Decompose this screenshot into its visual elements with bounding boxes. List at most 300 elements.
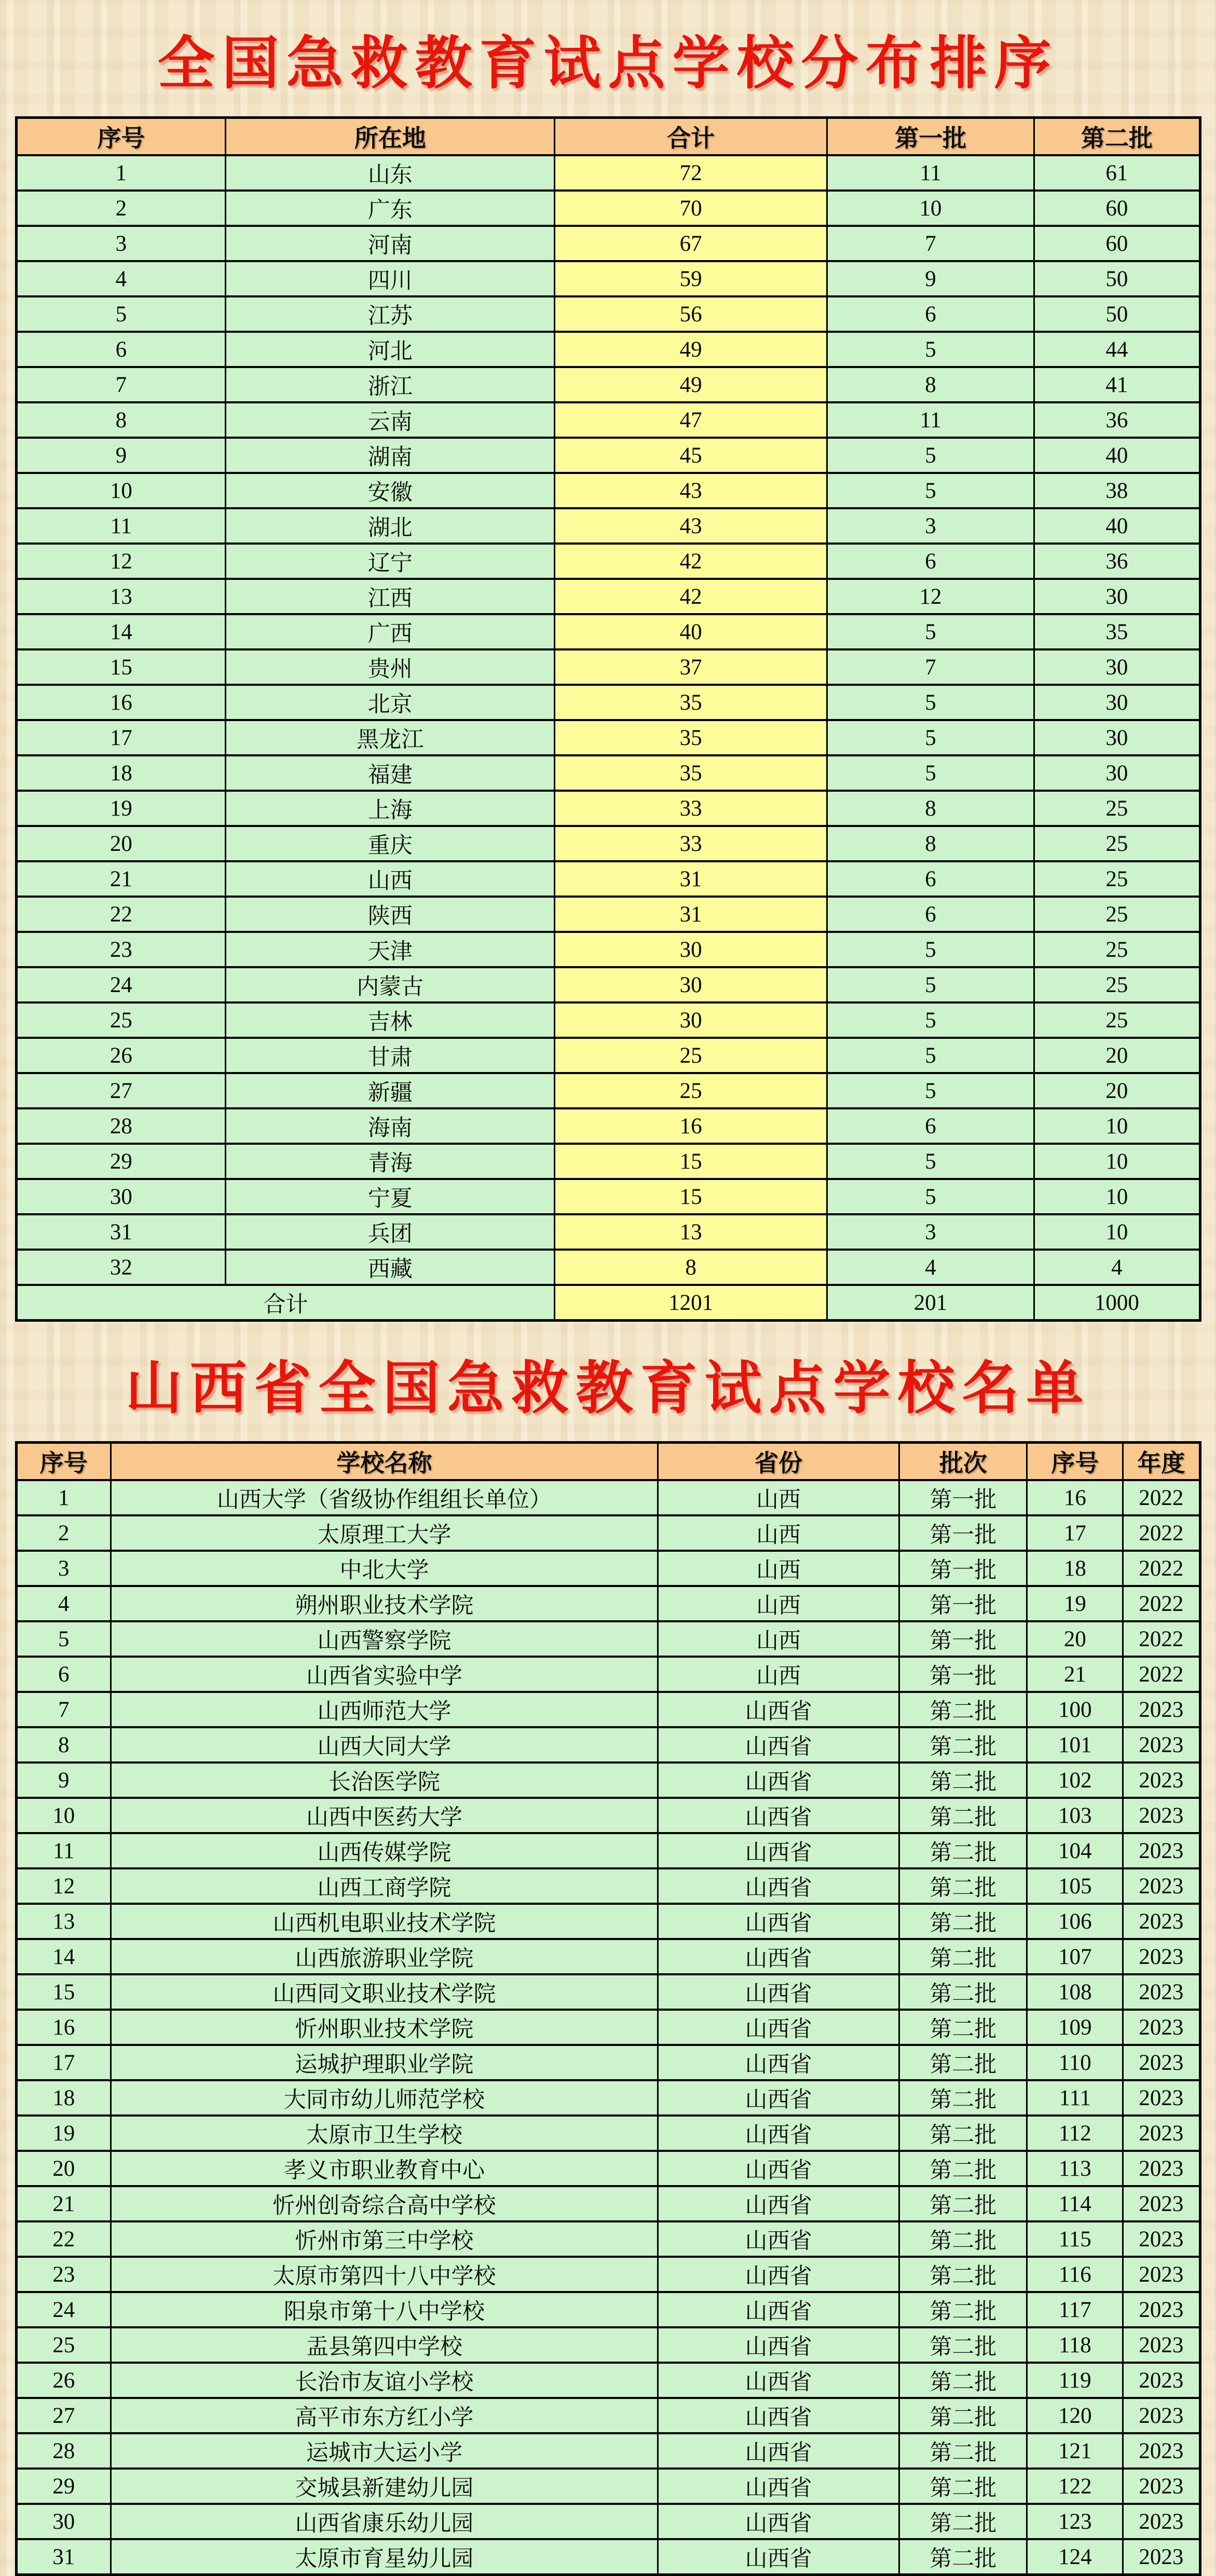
rank-cell: 13	[16, 579, 226, 614]
batch2-cell: 36	[1034, 402, 1200, 438]
province-cell: 山西	[658, 1657, 899, 1692]
rank-cell: 17	[16, 720, 226, 755]
province-cell: 山西省	[658, 1939, 899, 1974]
table-row	[16, 579, 1200, 614]
location-cell: 陕西	[226, 897, 555, 932]
batch-cell: 第一批	[899, 1586, 1027, 1621]
batch1-cell: 8	[827, 826, 1034, 861]
total-cell: 15	[555, 1144, 827, 1179]
total-batch2-cell: 1000	[1034, 1285, 1200, 1321]
location-cell: 贵州	[226, 649, 555, 685]
rank-cell: 29	[16, 1144, 226, 1179]
total-cell: 13	[555, 1214, 827, 1250]
table-row	[16, 508, 1200, 544]
batch-cell: 第二批	[899, 2292, 1027, 2327]
rank-cell: 3	[16, 226, 226, 261]
location-cell: 广东	[226, 191, 555, 226]
number-cell: 121	[1027, 2433, 1123, 2469]
batch1-cell: 6	[827, 1108, 1034, 1144]
rank-cell: 8	[16, 402, 226, 438]
number-cell: 118	[1027, 2327, 1123, 2363]
school-name-cell: 山西工商学院	[111, 1868, 658, 1904]
table-row	[16, 2186, 1200, 2221]
batch-cell: 第一批	[899, 1621, 1027, 1657]
school-name-cell: 中北大学	[111, 1551, 658, 1586]
batch-cell: 第二批	[899, 1692, 1027, 1727]
batch1-cell: 5	[827, 1038, 1034, 1073]
table-row	[16, 685, 1200, 720]
rank-cell: 7	[16, 367, 226, 402]
year-cell: 2023	[1123, 2151, 1200, 2186]
batch1-cell: 5	[827, 755, 1034, 791]
seq-cell: 30	[16, 2504, 111, 2539]
school-name-cell: 山西警察学院	[111, 1621, 658, 1657]
table-row	[16, 649, 1200, 685]
batch2-cell: 25	[1034, 897, 1200, 932]
total-cell: 30	[555, 1002, 827, 1038]
location-cell: 黑龙江	[226, 720, 555, 755]
rank-cell: 18	[16, 755, 226, 791]
seq-cell: 28	[16, 2433, 111, 2469]
location-cell: 浙江	[226, 367, 555, 402]
rank-cell: 30	[16, 1179, 226, 1214]
batch-cell: 第二批	[899, 2080, 1027, 2116]
number-cell: 103	[1027, 1798, 1123, 1833]
province-cell: 山西	[658, 1586, 899, 1621]
year-cell: 2023	[1123, 2469, 1200, 2504]
batch2-cell: 25	[1034, 826, 1200, 861]
batch2-cell: 10	[1034, 1108, 1200, 1144]
distribution-table-body	[16, 155, 1200, 1285]
batch1-cell: 10	[827, 191, 1034, 226]
batch1-cell: 11	[827, 402, 1034, 438]
table-row	[16, 2504, 1200, 2539]
number-cell: 108	[1027, 1974, 1123, 2010]
location-cell: 新疆	[226, 1073, 555, 1108]
location-cell: 湖南	[226, 438, 555, 473]
school-name-cell: 太原理工大学	[111, 1515, 658, 1551]
seq-cell: 16	[16, 2010, 111, 2045]
batch1-cell: 4	[827, 1250, 1034, 1285]
rank-cell: 32	[16, 1250, 226, 1285]
table-row	[16, 296, 1200, 332]
table-row	[16, 826, 1200, 861]
batch-cell: 第二批	[899, 1727, 1027, 1762]
rank-cell: 25	[16, 1002, 226, 1038]
number-cell: 123	[1027, 2504, 1123, 2539]
location-cell: 江西	[226, 579, 555, 614]
seq-cell: 24	[16, 2292, 111, 2327]
table-row	[16, 2010, 1200, 2045]
total-cell: 49	[555, 332, 827, 367]
total-cell: 30	[555, 967, 827, 1002]
batch1-cell: 12	[827, 579, 1034, 614]
total-label-cell: 合计	[16, 1285, 555, 1321]
header-year: 年度	[1123, 1443, 1200, 1481]
school-name-cell: 高平市东方红小学	[111, 2398, 658, 2433]
year-cell: 2023	[1123, 1798, 1200, 1833]
total-cell: 31	[555, 861, 827, 897]
table-row	[16, 2221, 1200, 2257]
batch2-cell: 40	[1034, 438, 1200, 473]
table-row	[16, 2080, 1200, 2116]
location-cell: 青海	[226, 1144, 555, 1179]
seq-cell: 22	[16, 2221, 111, 2257]
total-batch1-cell: 201	[827, 1285, 1034, 1321]
number-cell: 18	[1027, 1551, 1123, 1586]
total-cell: 59	[555, 261, 827, 296]
total-cell: 35	[555, 755, 827, 791]
batch2-cell: 10	[1034, 1179, 1200, 1214]
province-cell: 山西省	[658, 2363, 899, 2398]
table-row	[16, 614, 1200, 649]
table-row	[16, 1692, 1200, 1727]
location-cell: 江苏	[226, 296, 555, 332]
location-cell: 海南	[226, 1108, 555, 1144]
school-name-cell: 大同市幼儿师范学校	[111, 2080, 658, 2116]
number-cell: 21	[1027, 1657, 1123, 1692]
year-cell: 2022	[1123, 1551, 1200, 1586]
batch2-cell: 30	[1034, 649, 1200, 685]
batch1-cell: 11	[827, 155, 1034, 191]
school-name-cell: 长治医学院	[111, 1762, 658, 1798]
year-cell: 2023	[1123, 2257, 1200, 2292]
total-cell: 43	[555, 508, 827, 544]
seq-cell: 4	[16, 1586, 111, 1621]
table-row	[16, 1868, 1200, 1904]
location-cell: 辽宁	[226, 544, 555, 579]
header-batch: 批次	[899, 1443, 1027, 1481]
province-cell: 山西省	[658, 2504, 899, 2539]
province-cell: 山西省	[658, 1798, 899, 1833]
batch2-cell: 30	[1034, 755, 1200, 791]
number-cell: 119	[1027, 2363, 1123, 2398]
location-cell: 湖北	[226, 508, 555, 544]
number-cell: 16	[1027, 1480, 1123, 1515]
table-row	[16, 226, 1200, 261]
location-cell: 山东	[226, 155, 555, 191]
batch-cell: 第二批	[899, 2257, 1027, 2292]
table-row	[16, 1250, 1200, 1285]
table-row	[16, 861, 1200, 897]
school-name-cell: 太原市育星幼儿园	[111, 2539, 658, 2575]
location-cell: 云南	[226, 402, 555, 438]
seq-cell: 31	[16, 2539, 111, 2575]
seq-cell: 11	[16, 1833, 111, 1868]
seq-cell: 5	[16, 1621, 111, 1657]
batch-cell: 第二批	[899, 1833, 1027, 1868]
table-row	[16, 544, 1200, 579]
school-name-cell: 山西大同大学	[111, 1727, 658, 1762]
year-cell: 2023	[1123, 2504, 1200, 2539]
batch2-cell: 25	[1034, 967, 1200, 1002]
seq-cell: 8	[16, 1727, 111, 1762]
province-cell: 山西省	[658, 2080, 899, 2116]
table-row	[16, 1002, 1200, 1038]
table-row	[16, 367, 1200, 402]
rank-cell: 1	[16, 155, 226, 191]
number-cell: 112	[1027, 2116, 1123, 2151]
seq-cell: 19	[16, 2116, 111, 2151]
table-row	[16, 1833, 1200, 1868]
batch1-cell: 9	[827, 261, 1034, 296]
batch2-cell: 25	[1034, 791, 1200, 826]
seq-cell: 15	[16, 1974, 111, 2010]
rank-cell: 2	[16, 191, 226, 226]
batch1-cell: 3	[827, 1214, 1034, 1250]
batch1-cell: 5	[827, 473, 1034, 508]
number-cell: 102	[1027, 1762, 1123, 1798]
batch2-cell: 20	[1034, 1038, 1200, 1073]
seq-cell: 18	[16, 2080, 111, 2116]
total-cell: 35	[555, 720, 827, 755]
rank-cell: 12	[16, 544, 226, 579]
school-name-cell: 太原市第四十八中学校	[111, 2257, 658, 2292]
batch1-cell: 7	[827, 226, 1034, 261]
rank-cell: 5	[16, 296, 226, 332]
year-cell: 2023	[1123, 2010, 1200, 2045]
seq-cell: 20	[16, 2151, 111, 2186]
table-row	[16, 1762, 1200, 1798]
number-cell: 20	[1027, 1621, 1123, 1657]
school-name-cell: 忻州市第三中学校	[111, 2221, 658, 2257]
rank-cell: 11	[16, 508, 226, 544]
total-cell: 45	[555, 438, 827, 473]
batch-cell: 第二批	[899, 2327, 1027, 2363]
seq-cell: 9	[16, 1762, 111, 1798]
number-cell: 100	[1027, 1692, 1123, 1727]
rank-cell: 16	[16, 685, 226, 720]
table-row	[16, 2363, 1200, 2398]
table-row	[16, 332, 1200, 367]
year-cell: 2023	[1123, 2116, 1200, 2151]
school-name-cell: 山西旅游职业学院	[111, 1939, 658, 1974]
table-row	[16, 1974, 1200, 2010]
table-row	[16, 2398, 1200, 2433]
batch2-cell: 40	[1034, 508, 1200, 544]
batch1-cell: 6	[827, 544, 1034, 579]
batch-cell: 第二批	[899, 1762, 1027, 1798]
province-cell: 山西	[658, 1515, 899, 1551]
total-cell: 43	[555, 473, 827, 508]
batch-cell: 第一批	[899, 1657, 1027, 1692]
table-row	[16, 261, 1200, 296]
table-row	[16, 967, 1200, 1002]
batch2-cell: 20	[1034, 1073, 1200, 1108]
province-cell: 山西省	[658, 2186, 899, 2221]
number-cell: 114	[1027, 2186, 1123, 2221]
rank-cell: 15	[16, 649, 226, 685]
batch2-cell: 4	[1034, 1250, 1200, 1285]
province-cell: 山西	[658, 1551, 899, 1586]
table-row	[16, 1179, 1200, 1214]
province-cell: 山西省	[658, 1692, 899, 1727]
table-row	[16, 1144, 1200, 1179]
batch2-cell: 41	[1034, 367, 1200, 402]
number-cell: 110	[1027, 2045, 1123, 2080]
batch-cell: 第二批	[899, 2010, 1027, 2045]
number-cell: 122	[1027, 2469, 1123, 2504]
seq-cell: 14	[16, 1939, 111, 1974]
school-name-cell: 山西同文职业技术学院	[111, 1974, 658, 2010]
province-cell: 山西省	[658, 2010, 899, 2045]
total-cell: 35	[555, 685, 827, 720]
batch1-cell: 5	[827, 1179, 1034, 1214]
batch1-cell: 5	[827, 1073, 1034, 1108]
table-row	[16, 2257, 1200, 2292]
year-cell: 2023	[1123, 1974, 1200, 2010]
number-cell: 106	[1027, 1904, 1123, 1939]
location-cell: 北京	[226, 685, 555, 720]
school-name-cell: 运城市大运小学	[111, 2433, 658, 2469]
table-row	[16, 2045, 1200, 2080]
school-name-cell: 朔州职业技术学院	[111, 1586, 658, 1621]
batch2-cell: 35	[1034, 614, 1200, 649]
location-cell: 宁夏	[226, 1179, 555, 1214]
province-cell: 山西省	[658, 2221, 899, 2257]
table-row	[16, 1515, 1200, 1551]
table-row	[16, 897, 1200, 932]
rank-cell: 14	[16, 614, 226, 649]
batch-cell: 第二批	[899, 1939, 1027, 1974]
location-cell: 兵团	[226, 1214, 555, 1250]
total-cell: 8	[555, 1250, 827, 1285]
batch2-cell: 10	[1034, 1144, 1200, 1179]
batch1-cell: 5	[827, 438, 1034, 473]
batch2-cell: 50	[1034, 261, 1200, 296]
year-cell: 2023	[1123, 2221, 1200, 2257]
batch2-cell: 30	[1034, 579, 1200, 614]
table-row	[16, 1073, 1200, 1108]
table-row	[16, 155, 1200, 191]
location-cell: 安徽	[226, 473, 555, 508]
year-cell: 2023	[1123, 1868, 1200, 1904]
batch-cell: 第二批	[899, 1904, 1027, 1939]
batch-cell: 第二批	[899, 1974, 1027, 2010]
batch1-cell: 5	[827, 685, 1034, 720]
rank-cell: 9	[16, 438, 226, 473]
province-cell: 山西省	[658, 2257, 899, 2292]
number-cell: 117	[1027, 2292, 1123, 2327]
batch2-cell: 25	[1034, 932, 1200, 967]
school-name-cell: 忻州创奇综合高中学校	[111, 2186, 658, 2221]
province-cell: 山西省	[658, 2469, 899, 2504]
province-cell: 山西	[658, 1621, 899, 1657]
school-name-cell: 山西中医药大学	[111, 1798, 658, 1833]
batch1-cell: 5	[827, 1002, 1034, 1038]
number-cell: 19	[1027, 1586, 1123, 1621]
batch1-cell: 5	[827, 1144, 1034, 1179]
batch2-cell: 30	[1034, 720, 1200, 755]
school-name-cell: 山西机电职业技术学院	[111, 1904, 658, 1939]
total-cell: 31	[555, 897, 827, 932]
total-cell: 67	[555, 226, 827, 261]
year-cell: 2023	[1123, 2433, 1200, 2469]
batch-cell: 第二批	[899, 1798, 1027, 1833]
seq-cell: 23	[16, 2257, 111, 2292]
total-cell: 56	[555, 296, 827, 332]
table-row	[16, 2116, 1200, 2151]
seq-cell: 12	[16, 1868, 111, 1904]
total-cell: 30	[555, 932, 827, 967]
province-cell: 山西省	[658, 1833, 899, 1868]
batch-cell: 第一批	[899, 1551, 1027, 1586]
batch1-cell: 5	[827, 932, 1034, 967]
province-cell: 山西省	[658, 2433, 899, 2469]
schools-table-body	[16, 1480, 1200, 2575]
total-row	[16, 1285, 1200, 1321]
province-cell: 山西省	[658, 1974, 899, 2010]
header-batch2: 第二批	[1034, 118, 1200, 156]
year-cell: 2023	[1123, 1692, 1200, 1727]
rank-cell: 20	[16, 826, 226, 861]
batch1-cell: 6	[827, 296, 1034, 332]
header-seq: 序号	[16, 1443, 111, 1481]
batch-cell: 第二批	[899, 2398, 1027, 2433]
location-cell: 河南	[226, 226, 555, 261]
school-name-cell: 长治市友谊小学校	[111, 2363, 658, 2398]
seq-cell: 1	[16, 1480, 111, 1515]
province-cell: 山西省	[658, 2045, 899, 2080]
table-row	[16, 755, 1200, 791]
location-cell: 河北	[226, 332, 555, 367]
batch2-cell: 50	[1034, 296, 1200, 332]
year-cell: 2023	[1123, 2045, 1200, 2080]
number-cell: 116	[1027, 2257, 1123, 2292]
batch-cell: 第一批	[899, 1480, 1027, 1515]
year-cell: 2023	[1123, 2080, 1200, 2116]
table-row	[16, 1621, 1200, 1657]
total-cell: 40	[555, 614, 827, 649]
province-cell: 山西省	[658, 1868, 899, 1904]
header-total: 合计	[555, 118, 827, 156]
number-cell: 113	[1027, 2151, 1123, 2186]
year-cell: 2022	[1123, 1480, 1200, 1515]
location-cell: 甘肃	[226, 1038, 555, 1073]
header-rank: 序号	[16, 118, 226, 156]
year-cell: 2023	[1123, 1939, 1200, 1974]
distribution-table	[15, 116, 1201, 1322]
table-row	[16, 1727, 1200, 1762]
location-cell: 吉林	[226, 1002, 555, 1038]
location-cell: 山西	[226, 861, 555, 897]
total-cell: 47	[555, 402, 827, 438]
school-name-cell: 山西大学（省级协作组组长单位）	[111, 1480, 658, 1515]
schools-header-row	[16, 1443, 1200, 1481]
seq-cell: 7	[16, 1692, 111, 1727]
province-cell: 山西省	[658, 1727, 899, 1762]
header-batch1: 第一批	[827, 118, 1034, 156]
distribution-table-title: 全国急救教育试点学校分布排序	[157, 32, 1059, 96]
table-row	[16, 791, 1200, 826]
number-cell: 115	[1027, 2221, 1123, 2257]
total-cell: 25	[555, 1038, 827, 1073]
total-cell: 42	[555, 544, 827, 579]
table-row	[16, 402, 1200, 438]
rank-cell: 23	[16, 932, 226, 967]
year-cell: 2023	[1123, 1727, 1200, 1762]
table-row	[16, 438, 1200, 473]
province-cell: 山西	[658, 1480, 899, 1515]
province-cell: 山西省	[658, 2292, 899, 2327]
batch-cell: 第二批	[899, 2433, 1027, 2469]
header-school-name: 学校名称	[111, 1443, 658, 1481]
table-row	[16, 473, 1200, 508]
seq-cell: 17	[16, 2045, 111, 2080]
seq-cell: 25	[16, 2327, 111, 2363]
seq-cell: 27	[16, 2398, 111, 2433]
school-name-cell: 太原市卫生学校	[111, 2116, 658, 2151]
